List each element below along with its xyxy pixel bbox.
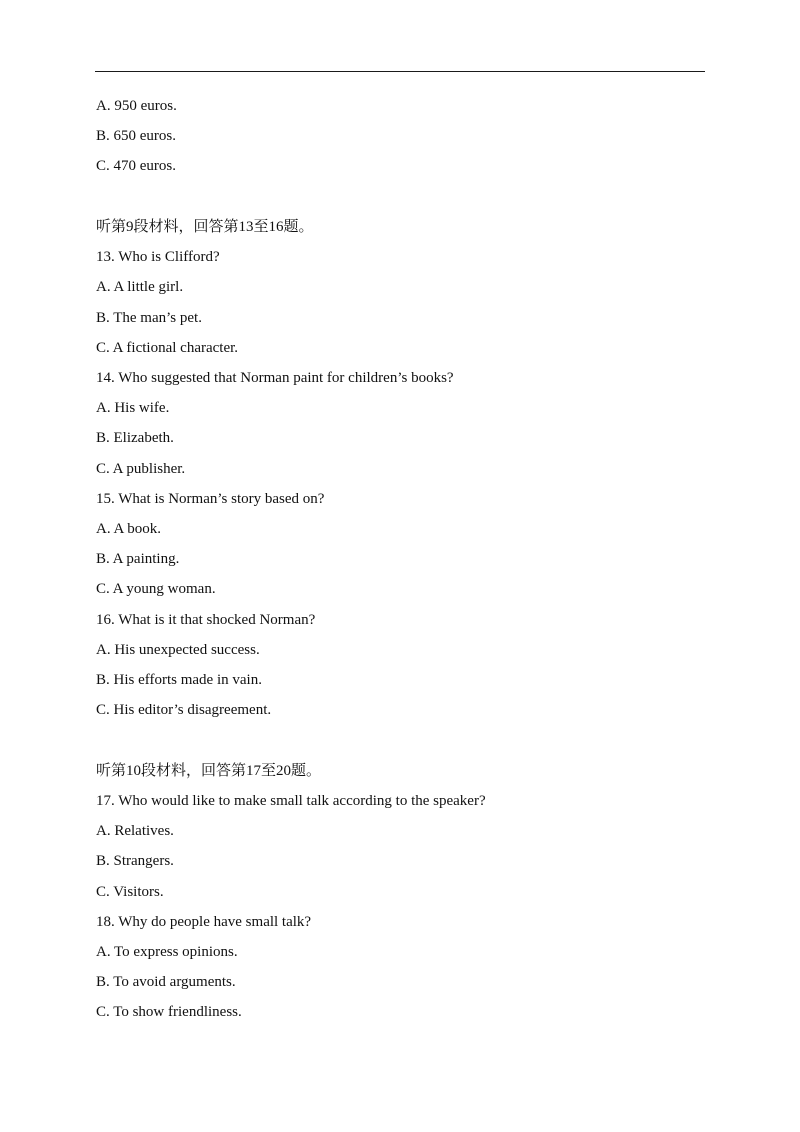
question-16-stem: 16. What is it that shocked Norman? — [96, 611, 316, 628]
previous-option-a: A. 950 euros. — [96, 98, 177, 114]
question-13-stem: 13. Who is Clifford? — [96, 249, 220, 266]
question-17-option-b: B. Strangers. — [96, 853, 174, 870]
question-16-option-a: A. His unexpected success. — [96, 641, 260, 658]
question-18-option-c: C. To show friendliness. — [96, 1004, 242, 1021]
section-gap — [96, 185, 716, 216]
question-content — [96, 94, 716, 1030]
question-14-option-b: B. Elizabeth. — [96, 430, 174, 447]
question-14-option-c: C. A publisher. — [96, 460, 186, 477]
section-10-heading: 听第10段材料，回答第17至20题。 — [96, 762, 322, 779]
question-18-stem: 18. Why do people have small talk? — [96, 913, 312, 930]
question-15-option-a: A. A book. — [96, 520, 162, 537]
question-15-option-b: B. A painting. — [96, 551, 180, 568]
question-18-option-b: B. To avoid arguments. — [96, 974, 236, 991]
question-17-option-a: A. Relatives. — [96, 823, 174, 840]
question-14-option-a: A. His wife. — [96, 400, 170, 417]
section-9-heading: 听第9段材料，回答第13至16题。 — [96, 219, 314, 236]
previous-option-c: C. 470 euros. — [96, 158, 176, 175]
previous-option-b: B. 650 euros. — [96, 128, 176, 145]
question-13-option-a: A. A little girl. — [96, 279, 184, 296]
question-15-stem: 15. What is Norman’s story based on? — [96, 490, 325, 507]
question-16-option-c: C. His editor’s disagreement. — [96, 702, 272, 719]
question-18-option-a: A. To express opinions. — [96, 943, 238, 960]
header-rule — [95, 71, 705, 72]
question-15-option-c: C. A young woman. — [96, 581, 216, 598]
question-13-option-c: C. A fictional character. — [96, 339, 239, 356]
question-17-stem: 17. Who would like to make small talk according to the speaker? — [96, 792, 486, 809]
section-gap — [96, 728, 716, 759]
question-13-option-b: B. The man’s pet. — [96, 309, 202, 326]
question-17-option-c: C. Visitors. — [96, 883, 164, 900]
question-14-stem: 14. Who suggested that Norman paint for children’s books? — [96, 370, 454, 386]
question-16-option-b: B. His efforts made in vain. — [96, 671, 262, 688]
